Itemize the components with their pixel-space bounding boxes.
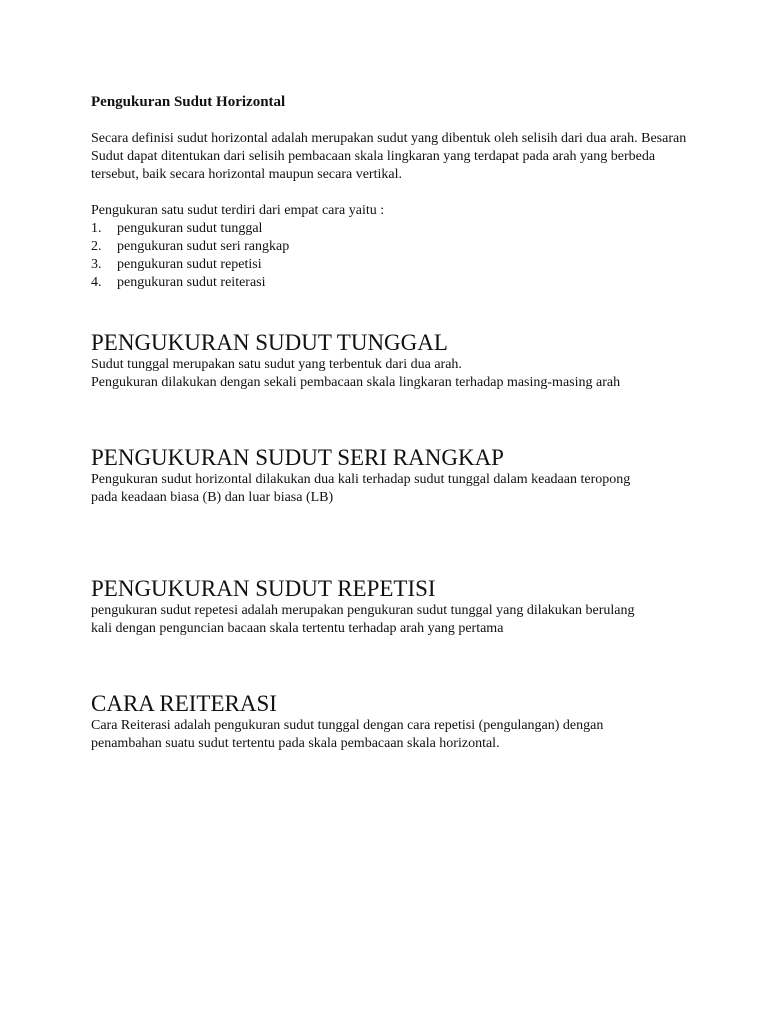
section-cara-reiterasi bbox=[91, 691, 691, 753]
section-sudut-tunggal bbox=[91, 330, 691, 392]
section-heading: PENGUKURAN SUDUT REPETISI bbox=[91, 576, 436, 601]
section-heading: PENGUKURAN SUDUT SERI RANGKAP bbox=[91, 445, 504, 470]
document-page bbox=[91, 92, 691, 753]
list-number: 1. bbox=[91, 221, 102, 236]
section-heading: PENGUKURAN SUDUT TUNGGAL bbox=[91, 330, 448, 355]
list-number: 2. bbox=[91, 239, 102, 254]
section-heading: CARA REITERASI bbox=[91, 691, 277, 716]
section-line: pada keadaan biasa (B) dan luar biasa (LB) bbox=[91, 490, 334, 505]
section-sudut-seri-rangkap bbox=[91, 445, 691, 507]
method-list bbox=[91, 220, 691, 292]
section-line: penambahan suatu sudut tertentu pada skala pembacaan skala horizontal. bbox=[91, 736, 500, 751]
section-line: Sudut tunggal merupakan satu sudut yang terbentuk dari dua arah. bbox=[91, 357, 462, 372]
list-text: pengukuran sudut repetisi bbox=[117, 257, 262, 272]
list-item bbox=[91, 256, 691, 274]
intro-paragraph: Secara definisi sudut horizontal adalah merupakan sudut yang dibentuk oleh selisih dari dua arah. Besaran Sudut dapat ditentukan dari selisih pembacaan skala lingkaran yang terdapat pada arah yang berbeda tersebut, baik secara horizontal maupun secara vertikal. bbox=[91, 131, 687, 182]
section-line: Cara Reiterasi adalah pengukuran sudut tunggal dengan cara repetisi (pengulangan) dengan bbox=[91, 718, 604, 733]
list-item bbox=[91, 274, 691, 292]
section-line: Pengukuran dilakukan dengan sekali pembacaan skala lingkaran terhadap masing-masing arah bbox=[91, 375, 621, 390]
section-sudut-repetisi bbox=[91, 576, 691, 638]
list-item bbox=[91, 220, 691, 238]
list-number: 4. bbox=[91, 275, 102, 290]
list-text: pengukuran sudut reiterasi bbox=[117, 275, 266, 290]
document-title: Pengukuran Sudut Horizontal bbox=[91, 94, 286, 110]
list-text: pengukuran sudut tunggal bbox=[117, 221, 263, 236]
section-line: pengukuran sudut repetesi adalah merupakan pengukuran sudut tunggal yang dilakukan berulang bbox=[91, 603, 635, 618]
list-number: 3. bbox=[91, 257, 102, 272]
section-line: Pengukuran sudut horizontal dilakukan dua kali terhadap sudut tunggal dalam keadaan teropong bbox=[91, 472, 631, 487]
list-intro: Pengukuran satu sudut terdiri dari empat cara yaitu : bbox=[91, 203, 385, 218]
list-item bbox=[91, 238, 691, 256]
section-line: kali dengan penguncian bacaan skala tertentu terhadap arah yang pertama bbox=[91, 621, 504, 636]
list-text: pengukuran sudut seri rangkap bbox=[117, 239, 290, 254]
